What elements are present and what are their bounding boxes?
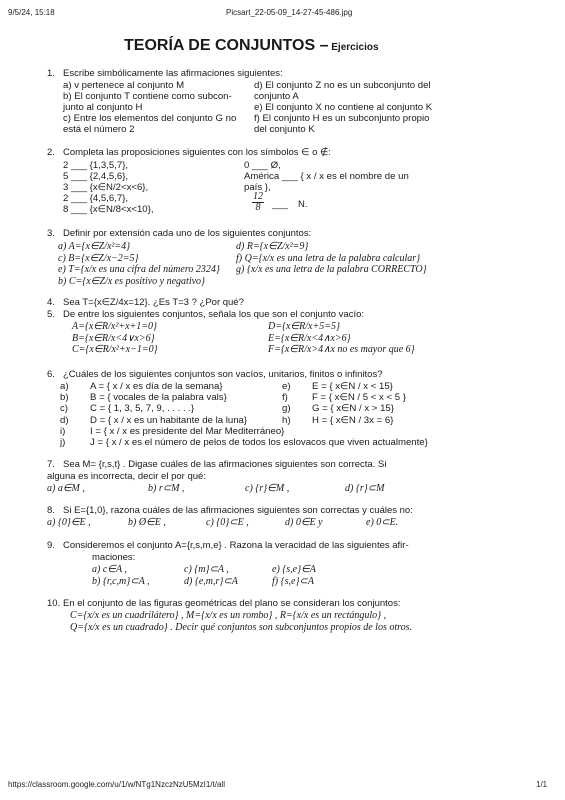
q2-naturals-symbol: N. bbox=[298, 199, 308, 210]
q10-line3: Q={x/x es un cuadrado} . Decir qué conjuntos son subconjuntos propios de los otros. bbox=[70, 622, 413, 633]
q2-number: 2. bbox=[47, 147, 55, 158]
print-url: https://classroom.google.com/u/1/w/NTg1NzczNzU5MzI1/t/all bbox=[8, 780, 225, 789]
q6-item: i) I = { x / x es presidente del Mar Mediterráneo} bbox=[60, 425, 285, 437]
q10-line2: C={x/x es un cuadrilátero} , M={x/x es un rombo} , R={x/x es un rectángulo} , bbox=[70, 610, 387, 621]
q1-left-items bbox=[63, 80, 236, 135]
q6-number: 6. bbox=[47, 369, 55, 380]
q1-left-item: junto al conjunto H bbox=[63, 102, 143, 113]
q1-right-item: del conjunto K bbox=[254, 124, 315, 135]
q2-right-items bbox=[244, 160, 409, 193]
q6-text: ¿Cuáles de los siguientes conjuntos son vacíos, unitarios, finitos o infinitos? bbox=[63, 369, 383, 380]
q10-line1: En el conjunto de las figuras geométricas del plano se consideran los conjuntos: bbox=[63, 598, 401, 609]
q2-left-item: 5 ___ {2,4,5,6}, bbox=[63, 171, 129, 182]
q6-item: g) G = { x∈N / x > 15} bbox=[282, 403, 394, 415]
q5-right-sets bbox=[268, 321, 415, 356]
q3-left-item: e) T={x/x es una cifra del número 2324} bbox=[58, 264, 220, 275]
q2-right-item: América ___ { x / x es el nombre de un bbox=[244, 171, 409, 182]
q9-option: a) c∈A , bbox=[92, 564, 127, 575]
q9-option: b) {r,c,m}⊂A , bbox=[92, 576, 150, 587]
q5-set: A={x∈R/x²+x+1=0} bbox=[72, 321, 158, 332]
q6-item: b) B = { vocales de la palabra vals} bbox=[60, 392, 227, 404]
q10-number: 10. bbox=[47, 598, 61, 609]
q5-set: E={x∈R/x<4∧x>6} bbox=[268, 332, 351, 344]
title-main: TEORÍA DE CONJUNTOS – bbox=[124, 37, 329, 54]
q4-text: Sea T={x∈Z/4x=12}. ¿Es T=3 ? ¿Por qué? bbox=[63, 297, 244, 308]
title-sub: Ejercicios bbox=[331, 42, 379, 53]
q9-number: 9. bbox=[47, 540, 55, 551]
q2-fraction-blank: ___ bbox=[272, 199, 288, 210]
q6-item: j) J = { x / x es el número de pelos de todos los eslovacos que viven actualmente} bbox=[60, 437, 428, 449]
q6-item: h) H = { x∈N / 3x = 6} bbox=[282, 414, 394, 426]
q2-text: Completa las proposiciones siguientes con los símbolos ∈ o ∉: bbox=[63, 147, 331, 158]
q3-right-item: g) {x/x es una letra de la palabra CORRECTO} bbox=[236, 264, 427, 275]
q1-right-item: e) El conjunto X no contiene al conjunto K bbox=[254, 102, 433, 113]
print-filename: Picsart_22-05-09_14-27-45-486.jpg bbox=[226, 8, 353, 17]
q6-item: d) D = { x / x es un habitante de la luna} bbox=[60, 414, 248, 426]
q3-right-item: f) Q={x/x es una letra de la palabra calcular} bbox=[236, 252, 421, 264]
q8-option: a) {0}∈E , bbox=[47, 517, 91, 528]
q7-option: b) r⊂M , bbox=[148, 483, 185, 494]
q2-left-item: 8 ___ {x∈N/8<x<10}, bbox=[63, 204, 154, 215]
q1-left-item: está el número 2 bbox=[63, 124, 135, 135]
page-title bbox=[124, 37, 379, 55]
q9-option: e) {s,e}∈A bbox=[272, 564, 316, 575]
q5-set: F={x∈R/x>4∧x no es mayor que 6} bbox=[268, 344, 415, 355]
q2-left-item: 3 ___ {x∈N/2<x<6}, bbox=[63, 182, 149, 193]
q9-line1: Consideremos el conjunto A={r,s,m,e} . Razona la veracidad de las siguientes afir- bbox=[63, 540, 409, 551]
q6-item: c) C = { 1, 3, 5, 7, 9, . . . . .} bbox=[60, 403, 195, 415]
q2-left-items bbox=[63, 160, 154, 215]
q4-number: 4. bbox=[47, 297, 55, 308]
q6-item: e) E = { x∈N / x < 15} bbox=[282, 381, 393, 392]
q6-item: f) F = { x∈N / 5 < x < 5 } bbox=[282, 392, 406, 404]
q5-set: B={x∈R/x<4∨x>6} bbox=[72, 332, 155, 344]
q3-left-item: c) B={x∈Z/x−2=5} bbox=[58, 252, 139, 264]
q2-right-item: 0 ___ Ø, bbox=[244, 160, 281, 171]
q7-option: c) {r}∈M , bbox=[245, 483, 290, 494]
q8-option: c) {0}⊂E , bbox=[206, 517, 249, 528]
q2-fraction bbox=[252, 192, 264, 213]
q9-line2: maciones: bbox=[92, 552, 136, 563]
q1-text: Escribe simbólicamente las afirmaciones siguientes: bbox=[63, 68, 283, 79]
q3-number: 3. bbox=[47, 228, 55, 239]
q8-number: 8. bbox=[47, 505, 55, 516]
q1-left-item: b) El conjunto T contiene como subcon- bbox=[63, 91, 232, 102]
q1-number: 1. bbox=[47, 68, 55, 79]
q1-right-item: conjunto A bbox=[254, 91, 299, 102]
q2-left-item: 2 ___ {4,5,6,7}, bbox=[63, 193, 129, 204]
q9-option: c) {m}⊂A , bbox=[184, 564, 229, 575]
print-datetime: 9/5/24, 15:18 bbox=[8, 8, 55, 17]
q3-right-item: d) R={x∈Z/x²=9} bbox=[236, 241, 309, 252]
q9-option: d) {e,m,r}⊂A bbox=[184, 576, 238, 587]
q6-item: a) A = { x / x es día de la semana} bbox=[60, 381, 223, 392]
q3-left-item: a) A={x∈Z/x²=4} bbox=[58, 241, 131, 252]
q6-right-items bbox=[282, 381, 406, 426]
q8-option: d) 0∈E y bbox=[285, 517, 323, 528]
q8-text: Si E={1,0}, razona cuáles de las afirmaciones siguientes son correctas y cuáles no: bbox=[63, 505, 413, 516]
q5-set: D={x∈R/x+5=5} bbox=[268, 321, 340, 332]
q8-option: b) Ø∈E , bbox=[128, 517, 166, 528]
q7-option: a) a∈M , bbox=[47, 483, 85, 494]
q1-right-items bbox=[254, 80, 432, 135]
q5-left-sets bbox=[72, 321, 158, 356]
q3-right-items bbox=[236, 241, 427, 276]
q7-line1: Sea M= {r,s,t} . Digase cuáles de las afirmaciones siguientes son correcta. Si bbox=[63, 459, 387, 470]
q2-right-item: país }, bbox=[244, 182, 271, 193]
q5-set: C={x∈R/x²+x−1=0} bbox=[72, 344, 158, 355]
q7-number: 7. bbox=[47, 459, 55, 470]
q7-line2: alguna es incorrecta, decir el por qué: bbox=[47, 471, 206, 482]
q1-right-item: d) El conjunto Z no es un subconjunto del bbox=[254, 80, 431, 91]
q3-text: Definir por extensión cada uno de los siguientes conjuntos: bbox=[63, 228, 312, 239]
q1-left-item: c) Entre los elementos del conjunto G no bbox=[63, 113, 237, 124]
q2-fraction-numerator: 12 bbox=[253, 191, 263, 202]
print-page-number: 1/1 bbox=[536, 780, 548, 789]
q8-option: e) 0⊂E. bbox=[366, 517, 399, 528]
q7-option: d) {r}⊂M bbox=[345, 483, 385, 494]
q9-option: f) {s,e}⊂A bbox=[272, 576, 314, 587]
q1-right-item: f) El conjunto H es un subconjunto propio bbox=[254, 113, 430, 124]
q3-left-items bbox=[58, 241, 220, 287]
q1-left-item: a) v pertenece al conjunto M bbox=[63, 80, 185, 91]
q5-text: De entre los siguientes conjuntos, señala los que son el conjunto vacío: bbox=[63, 309, 365, 320]
q5-number: 5. bbox=[47, 309, 55, 320]
q2-fraction-denominator: 8 bbox=[255, 202, 261, 213]
q3-left-item: b) C={x∈Z/x es positivo y negativo} bbox=[58, 275, 206, 287]
q2-left-item: 2 ___ {1,3,5,7}, bbox=[63, 160, 129, 171]
